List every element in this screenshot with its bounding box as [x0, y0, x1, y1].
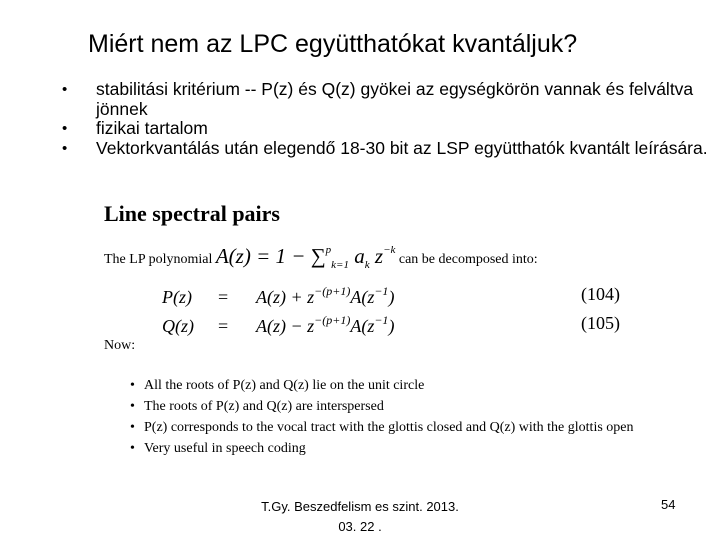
- equation-rhs-a: A(z) − z: [256, 316, 315, 336]
- page-number: 54: [661, 497, 676, 512]
- bullet-marker: •: [62, 120, 68, 137]
- fact-item: [130, 396, 634, 417]
- equation-rhs-b: A(z: [350, 316, 375, 336]
- equation-q: [162, 313, 394, 337]
- bullet-marker: •: [62, 139, 68, 157]
- bullet-item: [62, 139, 714, 159]
- equation-number: (105): [581, 313, 620, 333]
- fact-item: [130, 375, 634, 396]
- bullet-marker: •: [62, 81, 68, 98]
- fact-marker: •: [130, 420, 135, 435]
- equation-number: (104): [581, 284, 620, 304]
- fact-text: Very useful in speech coding: [144, 441, 306, 456]
- equation-p: [162, 284, 394, 308]
- lp-intro-text: The LP polynomial: [104, 252, 213, 267]
- bullet-item: [62, 80, 714, 119]
- fact-marker: •: [130, 441, 135, 456]
- lp-formula-sum-lower: k=1: [331, 259, 349, 271]
- bullet-text: Vektorkvantálás után elegendő 18-30 bit az LSP együtthatók kvantált leírására.: [96, 137, 708, 158]
- lp-formula-coef-sub: k: [364, 259, 370, 271]
- equation-rhs-sup2: −1: [374, 313, 389, 327]
- bullet-item: [62, 119, 714, 139]
- fact-text: The roots of P(z) and Q(z) are interspersed: [144, 399, 384, 414]
- equation-rhs-sup2: −1: [374, 284, 389, 298]
- equation-operator: =: [218, 287, 229, 307]
- equation-lhs: P(z): [162, 287, 192, 307]
- lp-polynomial-line: [104, 244, 538, 271]
- equation-rhs-sup: −(p+1): [314, 284, 351, 298]
- equation-operator: =: [218, 316, 229, 336]
- fact-item: [130, 438, 634, 459]
- footer-text: [250, 497, 470, 537]
- lp-formula-z: z: [369, 244, 384, 268]
- bullet-text: stabilitási kritérium -- P(z) és Q(z) gyökei az egységkörön vannak és felváltva jönnek: [96, 79, 694, 119]
- footer-line-1: T.Gy. Beszedfelism es szint. 2013.: [261, 499, 459, 514]
- lsp-heading: Line spectral pairs: [104, 201, 280, 226]
- lp-formula-z-sup: −k: [383, 244, 396, 256]
- now-label: Now:: [104, 338, 136, 353]
- fact-marker: •: [130, 378, 135, 393]
- fact-marker: •: [130, 399, 135, 414]
- fact-text: P(z) corresponds to the vocal tract with the glottis closed and Q(z) with the glottis open: [144, 420, 634, 435]
- equation-rhs-c: ): [388, 316, 395, 336]
- lsp-facts-list: [130, 375, 634, 459]
- lp-formula-coef: a: [348, 244, 365, 268]
- footer-line-2: 03. 22 .: [338, 519, 382, 534]
- lp-formula-sum: ∑: [310, 244, 326, 268]
- lp-formula-lhs: A(z) = 1 −: [215, 244, 311, 268]
- slide-title: Miért nem az LPC együtthatókat kvantáljuk?: [88, 30, 578, 58]
- equation-rhs-c: ): [388, 287, 395, 307]
- equation-rhs-b: A(z: [350, 287, 375, 307]
- equation-rhs-a: A(z) + z: [256, 287, 315, 307]
- equation-rhs-sup: −(p+1): [314, 313, 351, 327]
- bullet-text: fizikai tartalom: [96, 118, 208, 138]
- equation-lhs: Q(z): [162, 316, 194, 336]
- fact-item: [130, 417, 634, 438]
- lp-formula-sum-upper: p: [325, 244, 332, 256]
- lp-intro-after: can be decomposed into:: [398, 252, 538, 267]
- fact-text: All the roots of P(z) and Q(z) lie on the unit circle: [144, 378, 425, 393]
- bullet-list: [62, 80, 714, 158]
